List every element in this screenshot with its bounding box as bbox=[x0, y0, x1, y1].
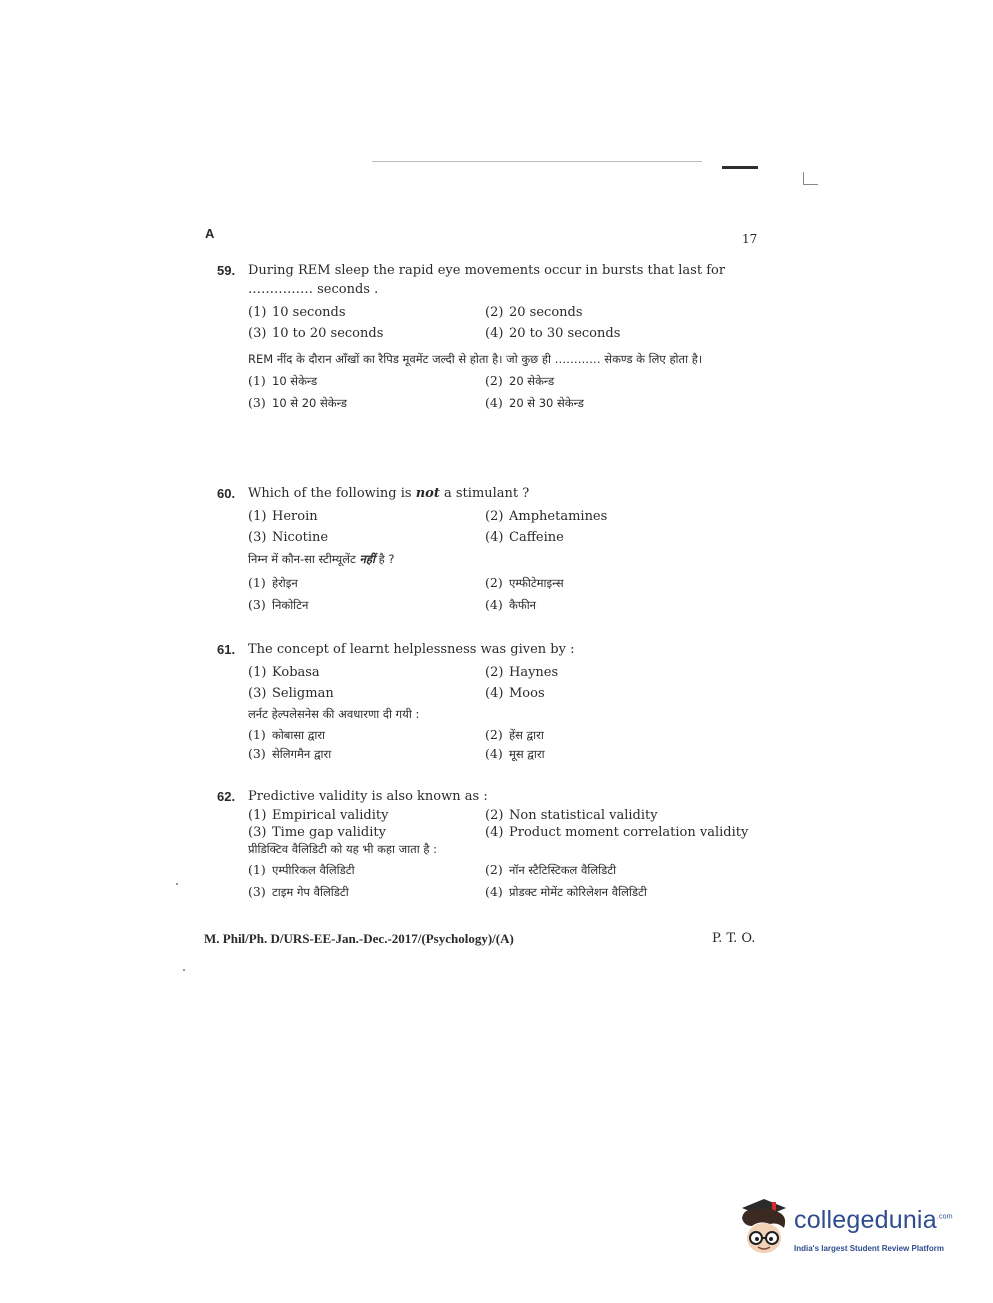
option-number: (2) bbox=[485, 862, 503, 877]
negation-emphasis: नहीं bbox=[359, 552, 375, 566]
question-text-hi: लर्नट हेल्पलेसनेस की अवधारणा दी गयी : bbox=[248, 707, 420, 721]
option bbox=[248, 305, 485, 320]
option-number: (2) bbox=[485, 665, 504, 680]
options-hi bbox=[248, 373, 757, 411]
option-number: (4) bbox=[485, 686, 504, 701]
option bbox=[485, 326, 745, 341]
option-text: Nicotine bbox=[272, 530, 329, 545]
option bbox=[485, 727, 745, 743]
option-number: (3) bbox=[248, 884, 266, 899]
option-text: Haynes bbox=[509, 665, 559, 680]
option-text: 20 seconds bbox=[509, 305, 583, 320]
option-text: कैफीन bbox=[509, 598, 537, 612]
option bbox=[248, 575, 485, 591]
option-number: (1) bbox=[248, 665, 267, 680]
question-number: 59. bbox=[217, 263, 236, 278]
question-61 bbox=[217, 640, 757, 762]
option-text: Seligman bbox=[272, 686, 334, 701]
option-number: (2) bbox=[485, 509, 504, 524]
option-text: हेरोइन bbox=[272, 576, 298, 590]
option bbox=[248, 326, 485, 341]
option-number: (4) bbox=[485, 597, 503, 612]
option-number: (3) bbox=[248, 686, 267, 701]
please-turn-over: P. T. O. bbox=[712, 931, 756, 946]
option bbox=[248, 395, 485, 411]
option bbox=[485, 597, 745, 613]
option-text: Amphetamines bbox=[509, 509, 608, 524]
option-number: (3) bbox=[248, 746, 266, 761]
option-text: 10 to 20 seconds bbox=[272, 326, 384, 341]
option bbox=[248, 808, 485, 823]
option bbox=[485, 530, 745, 545]
question-60 bbox=[217, 484, 757, 613]
options-en bbox=[248, 305, 757, 341]
options-en bbox=[248, 665, 757, 701]
option-number: (4) bbox=[485, 530, 504, 545]
options-en bbox=[248, 808, 757, 840]
question-text-part: है ? bbox=[374, 552, 395, 566]
option-text: Heroin bbox=[272, 509, 318, 524]
option bbox=[485, 686, 745, 701]
option bbox=[248, 509, 485, 524]
question-stem bbox=[217, 787, 757, 806]
option bbox=[248, 665, 485, 680]
option-number: (4) bbox=[485, 395, 503, 410]
option-text: 10 seconds bbox=[272, 305, 346, 320]
question-stem bbox=[217, 484, 757, 503]
question-59 bbox=[217, 261, 757, 411]
question-text-en bbox=[248, 484, 757, 503]
option-text: प्रोडक्ट मोमेंट कोरिलेशन वैलिडिटी bbox=[509, 885, 647, 899]
question-number: 62. bbox=[217, 789, 236, 804]
option-text: नॉन स्टैटिस्टिकल वैलिडिटी bbox=[509, 863, 617, 877]
option bbox=[248, 862, 485, 878]
option-number: (2) bbox=[485, 305, 504, 320]
option-text: Time gap validity bbox=[272, 825, 386, 840]
option-number: (4) bbox=[485, 746, 503, 761]
option-number: (1) bbox=[248, 862, 266, 877]
option bbox=[248, 727, 485, 743]
question-text-hi: प्रीडिक्टिव वैलिडिटी को यह भी कहा जाता है : bbox=[248, 842, 437, 856]
option bbox=[485, 862, 745, 878]
negation-emphasis: not bbox=[415, 486, 440, 501]
option bbox=[485, 825, 749, 840]
options-en bbox=[248, 509, 757, 545]
option-text: सेलिगमैन द्वारा bbox=[272, 747, 332, 761]
options-hi bbox=[248, 727, 757, 762]
option bbox=[485, 884, 745, 900]
option-text: एम्पीरिकल वैलिडिटी bbox=[272, 863, 355, 877]
option-text: Empirical validity bbox=[272, 808, 389, 823]
question-number: 60. bbox=[217, 486, 236, 501]
question-set-letter: A bbox=[205, 226, 215, 241]
option-number: (3) bbox=[248, 825, 267, 840]
option bbox=[248, 530, 485, 545]
option-number: (1) bbox=[248, 373, 266, 388]
option-text: टाइम गेप वैलिडिटी bbox=[272, 885, 349, 899]
option bbox=[248, 825, 485, 840]
option-number: (3) bbox=[248, 597, 266, 612]
scan-dash-mark bbox=[722, 166, 758, 169]
option-text: Non statistical validity bbox=[509, 808, 658, 823]
option-text: एम्फीटेमाइन्स bbox=[509, 576, 564, 590]
option-text: Kobasa bbox=[272, 665, 320, 680]
option-number: (2) bbox=[485, 727, 503, 742]
option-text: हेंस द्वारा bbox=[509, 728, 544, 742]
question-text-part: निम्न में कौन-सा स्टीम्यूलेंट bbox=[248, 552, 360, 566]
logo-tagline: India's largest Student Review Platform bbox=[794, 1244, 944, 1253]
option-number: (1) bbox=[248, 808, 267, 823]
option bbox=[248, 373, 485, 389]
question-stem bbox=[217, 640, 757, 659]
option bbox=[485, 373, 745, 389]
option-number: (1) bbox=[248, 727, 266, 742]
option-text: Moos bbox=[509, 686, 545, 701]
option bbox=[248, 597, 485, 613]
option bbox=[248, 884, 485, 900]
question-text-en: During REM sleep the rapid eye movements occur in bursts that last for …………… seconds . bbox=[248, 263, 726, 297]
option-number: (4) bbox=[485, 326, 504, 341]
option bbox=[485, 808, 745, 823]
mascot-icon bbox=[734, 1196, 792, 1262]
option-text: कोबासा द्वारा bbox=[272, 728, 326, 742]
option bbox=[248, 686, 485, 701]
options-hi bbox=[248, 575, 757, 613]
paper-code: M. Phil/Ph. D/URS-EE-Jan.-Dec.-2017/(Psychology)/(A) bbox=[204, 931, 514, 946]
option-number: (3) bbox=[248, 326, 267, 341]
scan-speck bbox=[176, 883, 178, 885]
scan-speck bbox=[183, 969, 185, 971]
option-text: मूस द्वारा bbox=[509, 747, 545, 761]
question-text-hi bbox=[248, 550, 757, 569]
option-text: 10 से 20 सेकेन्ड bbox=[272, 396, 347, 410]
question-text-part: Which of the following is bbox=[248, 486, 416, 501]
option-number: (3) bbox=[248, 395, 266, 410]
question-62 bbox=[217, 787, 757, 900]
collegedunia-logo bbox=[734, 1196, 964, 1262]
option-number: (1) bbox=[248, 575, 266, 590]
options-hi bbox=[248, 862, 757, 900]
option bbox=[248, 746, 485, 762]
option-number: (2) bbox=[485, 373, 503, 388]
question-text-hi: REM नींद के दौरान आँखों का रैपिड मूवमेंट जल्दी से होता है। जो कुछ ही ………… सेकण्ड के लिए होता है। bbox=[248, 352, 703, 366]
option-number: (2) bbox=[485, 575, 503, 590]
option-text: Product moment correlation validity bbox=[509, 825, 749, 840]
option-number: (3) bbox=[248, 530, 267, 545]
logo-wordmark bbox=[794, 1206, 953, 1235]
option-text: निकोटिन bbox=[272, 598, 309, 612]
option-number: (4) bbox=[485, 825, 504, 840]
option-text: 20 to 30 seconds bbox=[509, 326, 621, 341]
option bbox=[485, 746, 745, 762]
option bbox=[485, 305, 745, 320]
option-text: Caffeine bbox=[509, 530, 564, 545]
option-text: 20 सेकेन्ड bbox=[509, 374, 555, 388]
logo-domain-suffix: .com bbox=[936, 1213, 953, 1221]
option-text: 20 से 30 सेकेन्ड bbox=[509, 396, 584, 410]
option bbox=[485, 575, 745, 591]
option-number: (4) bbox=[485, 884, 503, 899]
option bbox=[485, 665, 745, 680]
question-text-en: The concept of learnt helplessness was given by : bbox=[248, 642, 575, 657]
question-stem bbox=[217, 261, 757, 299]
option-number: (2) bbox=[485, 808, 504, 823]
question-text-part: a stimulant ? bbox=[439, 486, 530, 501]
scan-corner-mark bbox=[803, 172, 818, 185]
option bbox=[485, 509, 745, 524]
option-number: (1) bbox=[248, 509, 267, 524]
scan-edge-line bbox=[372, 161, 702, 162]
option-text: 10 सेकेन्ड bbox=[272, 374, 318, 388]
logo-brand-name: collegedunia bbox=[794, 1206, 937, 1234]
option bbox=[485, 395, 745, 411]
question-number: 61. bbox=[217, 642, 236, 657]
option-number: (1) bbox=[248, 305, 267, 320]
question-text-en: Predictive validity is also known as : bbox=[248, 789, 488, 804]
page-number: 17 bbox=[742, 232, 758, 246]
